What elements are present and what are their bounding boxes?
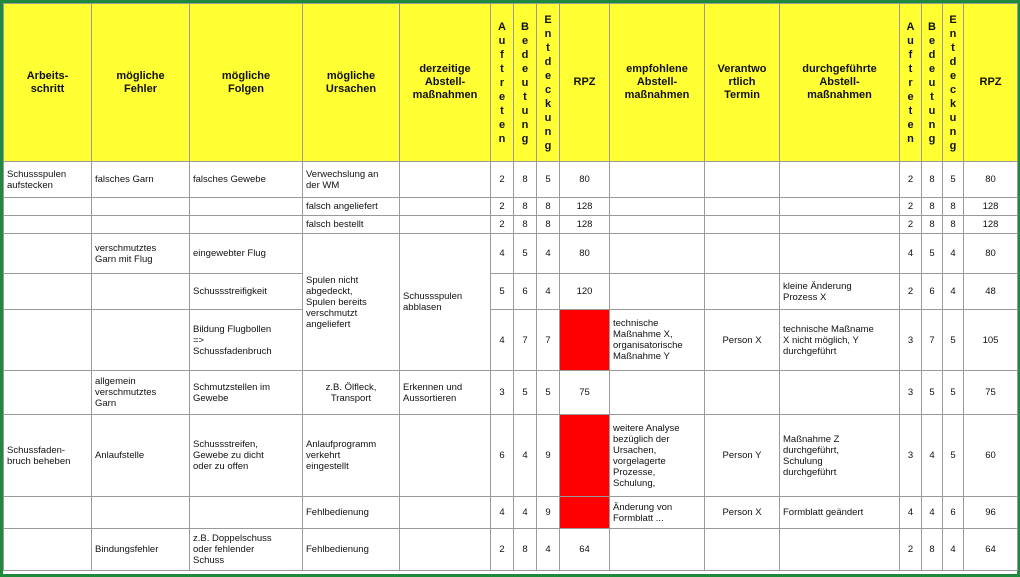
cell-b: 4 <box>514 415 537 497</box>
cell-b: 5 <box>514 234 537 274</box>
cell-a2: 3 <box>900 310 922 371</box>
cell-b2: 4 <box>922 415 943 497</box>
table-row <box>4 497 1018 529</box>
cell-resp: Person X <box>705 497 780 529</box>
cell-current <box>400 529 491 571</box>
cell-b: 8 <box>514 216 537 234</box>
cell-e2: 5 <box>943 310 964 371</box>
cell-a: 2 <box>491 529 514 571</box>
cell-b: 6 <box>514 274 537 310</box>
cell-rpz2: 105 <box>964 310 1018 371</box>
cell-b: 5 <box>514 371 537 415</box>
cell-e: 5 <box>537 162 560 198</box>
cell-rec <box>610 234 705 274</box>
cell-rpz2: 64 <box>964 529 1018 571</box>
cell-e2: 8 <box>943 198 964 216</box>
cell-rec <box>610 529 705 571</box>
table-body <box>4 162 1018 571</box>
fmea-sheet <box>3 3 1017 574</box>
cell-a: 6 <box>491 415 514 497</box>
cell-current <box>400 198 491 216</box>
cell-e: 4 <box>537 234 560 274</box>
cell-e2: 5 <box>943 162 964 198</box>
cell-rpz: 128 <box>560 216 610 234</box>
cell-b: 8 <box>514 529 537 571</box>
cell-step <box>4 497 92 529</box>
cell-b2: 5 <box>922 371 943 415</box>
cell-a: 3 <box>491 371 514 415</box>
cell-a2: 4 <box>900 497 922 529</box>
cell-rec <box>610 371 705 415</box>
cell-rpz2: 60 <box>964 415 1018 497</box>
cell-step <box>4 274 92 310</box>
cell-done <box>780 162 900 198</box>
header-causes: mögliche Ursachen <box>303 4 400 162</box>
cell-effect <box>190 497 303 529</box>
cell-rpz: 196 <box>560 310 610 371</box>
cell-cause: Anlaufprogramm verkehrt eingestellt <box>303 415 400 497</box>
cell-a2: 3 <box>900 371 922 415</box>
cell-e: 9 <box>537 415 560 497</box>
cell-current <box>400 216 491 234</box>
cell-e2: 8 <box>943 216 964 234</box>
table-row <box>4 234 1018 274</box>
cell-effect: Schussstreifen, Gewebe zu dicht oder zu offen <box>190 415 303 497</box>
cell-resp <box>705 529 780 571</box>
cell-error <box>92 198 190 216</box>
cell-resp <box>705 274 780 310</box>
header-occurrence: A u f t r e t e n <box>491 4 514 162</box>
cell-step <box>4 529 92 571</box>
cell-a2: 4 <box>900 234 922 274</box>
header-detection: E n t d e c k u n g <box>537 4 560 162</box>
cell-rpz: 128 <box>560 198 610 216</box>
cell-rpz: 216 <box>560 415 610 497</box>
header-recommended: empfohlene Abstell- maßnahmen <box>610 4 705 162</box>
cell-a2: 2 <box>900 216 922 234</box>
cell-error <box>92 274 190 310</box>
cell-resp: Person X <box>705 310 780 371</box>
header-step: Arbeits- schritt <box>4 4 92 162</box>
table-row <box>4 371 1018 415</box>
cell-done <box>780 198 900 216</box>
cell-e: 8 <box>537 216 560 234</box>
cell-a2: 2 <box>900 274 922 310</box>
header-rpz: RPZ <box>560 4 610 162</box>
cell-a2: 2 <box>900 162 922 198</box>
cell-b2: 7 <box>922 310 943 371</box>
cell-a: 2 <box>491 162 514 198</box>
cell-e: 4 <box>537 274 560 310</box>
cell-effect: z.B. Doppelschuss oder fehlender Schuss <box>190 529 303 571</box>
cell-b2: 8 <box>922 198 943 216</box>
cell-b2: 5 <box>922 234 943 274</box>
cell-error: allgemein verschmutztes Garn <box>92 371 190 415</box>
cell-b2: 8 <box>922 216 943 234</box>
cell-done: technische Maßname X nicht möglich, Y durchgeführt <box>780 310 900 371</box>
cell-rpz: 64 <box>560 529 610 571</box>
cell-a: 2 <box>491 216 514 234</box>
cell-done: Maßnahme Z durchgeführt, Schulung durchgeführt <box>780 415 900 497</box>
cell-a: 4 <box>491 234 514 274</box>
cell-e2: 6 <box>943 497 964 529</box>
cell-e2: 4 <box>943 274 964 310</box>
cell-e: 8 <box>537 198 560 216</box>
cell-step <box>4 234 92 274</box>
table-row <box>4 274 1018 310</box>
table-row <box>4 162 1018 198</box>
header-detection-2: E n t d e c k u n g <box>943 4 964 162</box>
cell-cause: Fehlbedienung <box>303 529 400 571</box>
cell-e2: 5 <box>943 415 964 497</box>
cell-rpz: 144 <box>560 497 610 529</box>
cell-e: 4 <box>537 529 560 571</box>
cell-e2: 5 <box>943 371 964 415</box>
cell-resp <box>705 234 780 274</box>
cell-resp <box>705 371 780 415</box>
cell-resp <box>705 216 780 234</box>
cell-resp: Person Y <box>705 415 780 497</box>
cell-current <box>400 162 491 198</box>
cell-b: 8 <box>514 162 537 198</box>
cell-current: Schussspulen abblasen <box>400 234 491 371</box>
header-severity: B e d e u t u n g <box>514 4 537 162</box>
cell-error <box>92 216 190 234</box>
cell-a: 4 <box>491 310 514 371</box>
cell-error: Bindungsfehler <box>92 529 190 571</box>
table-row <box>4 310 1018 371</box>
header-severity-2: B e d e u t u n g <box>922 4 943 162</box>
cell-rpz2: 96 <box>964 497 1018 529</box>
cell-a2: 2 <box>900 198 922 216</box>
cell-a: 2 <box>491 198 514 216</box>
cell-a2: 3 <box>900 415 922 497</box>
cell-a2: 2 <box>900 529 922 571</box>
cell-b2: 4 <box>922 497 943 529</box>
cell-effect: Bildung Flugbollen => Schussfadenbruch <box>190 310 303 371</box>
cell-effect: eingewebter Flug <box>190 234 303 274</box>
cell-rpz2: 80 <box>964 234 1018 274</box>
cell-rec <box>610 274 705 310</box>
cell-rpz: 75 <box>560 371 610 415</box>
cell-b2: 8 <box>922 162 943 198</box>
fmea-table <box>3 3 1018 571</box>
cell-b2: 8 <box>922 529 943 571</box>
cell-rec <box>610 216 705 234</box>
header-row <box>4 4 1018 162</box>
cell-rec: weitere Analyse bezüglich der Ursachen, vorgelagerte Prozesse, Schulung, <box>610 415 705 497</box>
cell-step <box>4 371 92 415</box>
cell-a: 5 <box>491 274 514 310</box>
cell-error <box>92 497 190 529</box>
header-effects: mögliche Folgen <box>190 4 303 162</box>
cell-b: 8 <box>514 198 537 216</box>
header-errors: mögliche Fehler <box>92 4 190 162</box>
cell-rpz: 80 <box>560 234 610 274</box>
header-done: durchgeführte Abstell- maßnahmen <box>780 4 900 162</box>
cell-effect <box>190 198 303 216</box>
cell-e: 9 <box>537 497 560 529</box>
cell-done: Formblatt geändert <box>780 497 900 529</box>
cell-rec <box>610 162 705 198</box>
cell-step <box>4 198 92 216</box>
header-responsible: Verantwo rtlich Termin <box>705 4 780 162</box>
cell-error: verschmutztes Garn mit Flug <box>92 234 190 274</box>
cell-b: 7 <box>514 310 537 371</box>
cell-b: 4 <box>514 497 537 529</box>
cell-resp <box>705 198 780 216</box>
cell-a: 4 <box>491 497 514 529</box>
cell-error: falsches Garn <box>92 162 190 198</box>
table-row <box>4 529 1018 571</box>
cell-rec: Änderung von Formblatt ... <box>610 497 705 529</box>
cell-cause: Fehlbedienung <box>303 497 400 529</box>
cell-error <box>92 310 190 371</box>
cell-e2: 4 <box>943 529 964 571</box>
cell-resp <box>705 162 780 198</box>
cell-effect: Schmutzstellen im Gewebe <box>190 371 303 415</box>
cell-done <box>780 216 900 234</box>
header-occurrence-2: A u f t r e t e n <box>900 4 922 162</box>
cell-current <box>400 497 491 529</box>
cell-effect: Schussstreifigkeit <box>190 274 303 310</box>
cell-done <box>780 234 900 274</box>
cell-cause: z.B. Ölfleck, Transport <box>303 371 400 415</box>
cell-e2: 4 <box>943 234 964 274</box>
header-rpz-2: RPZ <box>964 4 1018 162</box>
cell-cause: falsch angeliefert <box>303 198 400 216</box>
table-row <box>4 198 1018 216</box>
cell-cause: Spulen nicht abgedeckt, Spulen bereits verschmutzt angeliefert <box>303 234 400 371</box>
cell-done <box>780 529 900 571</box>
cell-step <box>4 216 92 234</box>
cell-rpz: 120 <box>560 274 610 310</box>
cell-done <box>780 371 900 415</box>
table-row <box>4 415 1018 497</box>
cell-step: Schussspulen aufstecken <box>4 162 92 198</box>
table-row <box>4 216 1018 234</box>
cell-effect <box>190 216 303 234</box>
cell-done: kleine Änderung Prozess X <box>780 274 900 310</box>
cell-rpz2: 128 <box>964 198 1018 216</box>
header-current-measures: derzeitige Abstell- maßnahmen <box>400 4 491 162</box>
cell-current <box>400 415 491 497</box>
cell-rpz2: 80 <box>964 162 1018 198</box>
cell-rpz2: 48 <box>964 274 1018 310</box>
cell-e: 5 <box>537 371 560 415</box>
cell-rpz: 80 <box>560 162 610 198</box>
cell-effect: falsches Gewebe <box>190 162 303 198</box>
cell-current: Erkennen und Aussortieren <box>400 371 491 415</box>
cell-rec: technische Maßnahme X, organisatorische Maßnahme Y <box>610 310 705 371</box>
cell-step: Schussfaden- bruch beheben <box>4 415 92 497</box>
cell-rpz2: 75 <box>964 371 1018 415</box>
cell-rec <box>610 198 705 216</box>
cell-b2: 6 <box>922 274 943 310</box>
cell-step <box>4 310 92 371</box>
cell-e: 7 <box>537 310 560 371</box>
cell-cause: falsch bestellt <box>303 216 400 234</box>
cell-error: Anlaufstelle <box>92 415 190 497</box>
cell-cause: Verwechslung an der WM <box>303 162 400 198</box>
cell-rpz2: 128 <box>964 216 1018 234</box>
